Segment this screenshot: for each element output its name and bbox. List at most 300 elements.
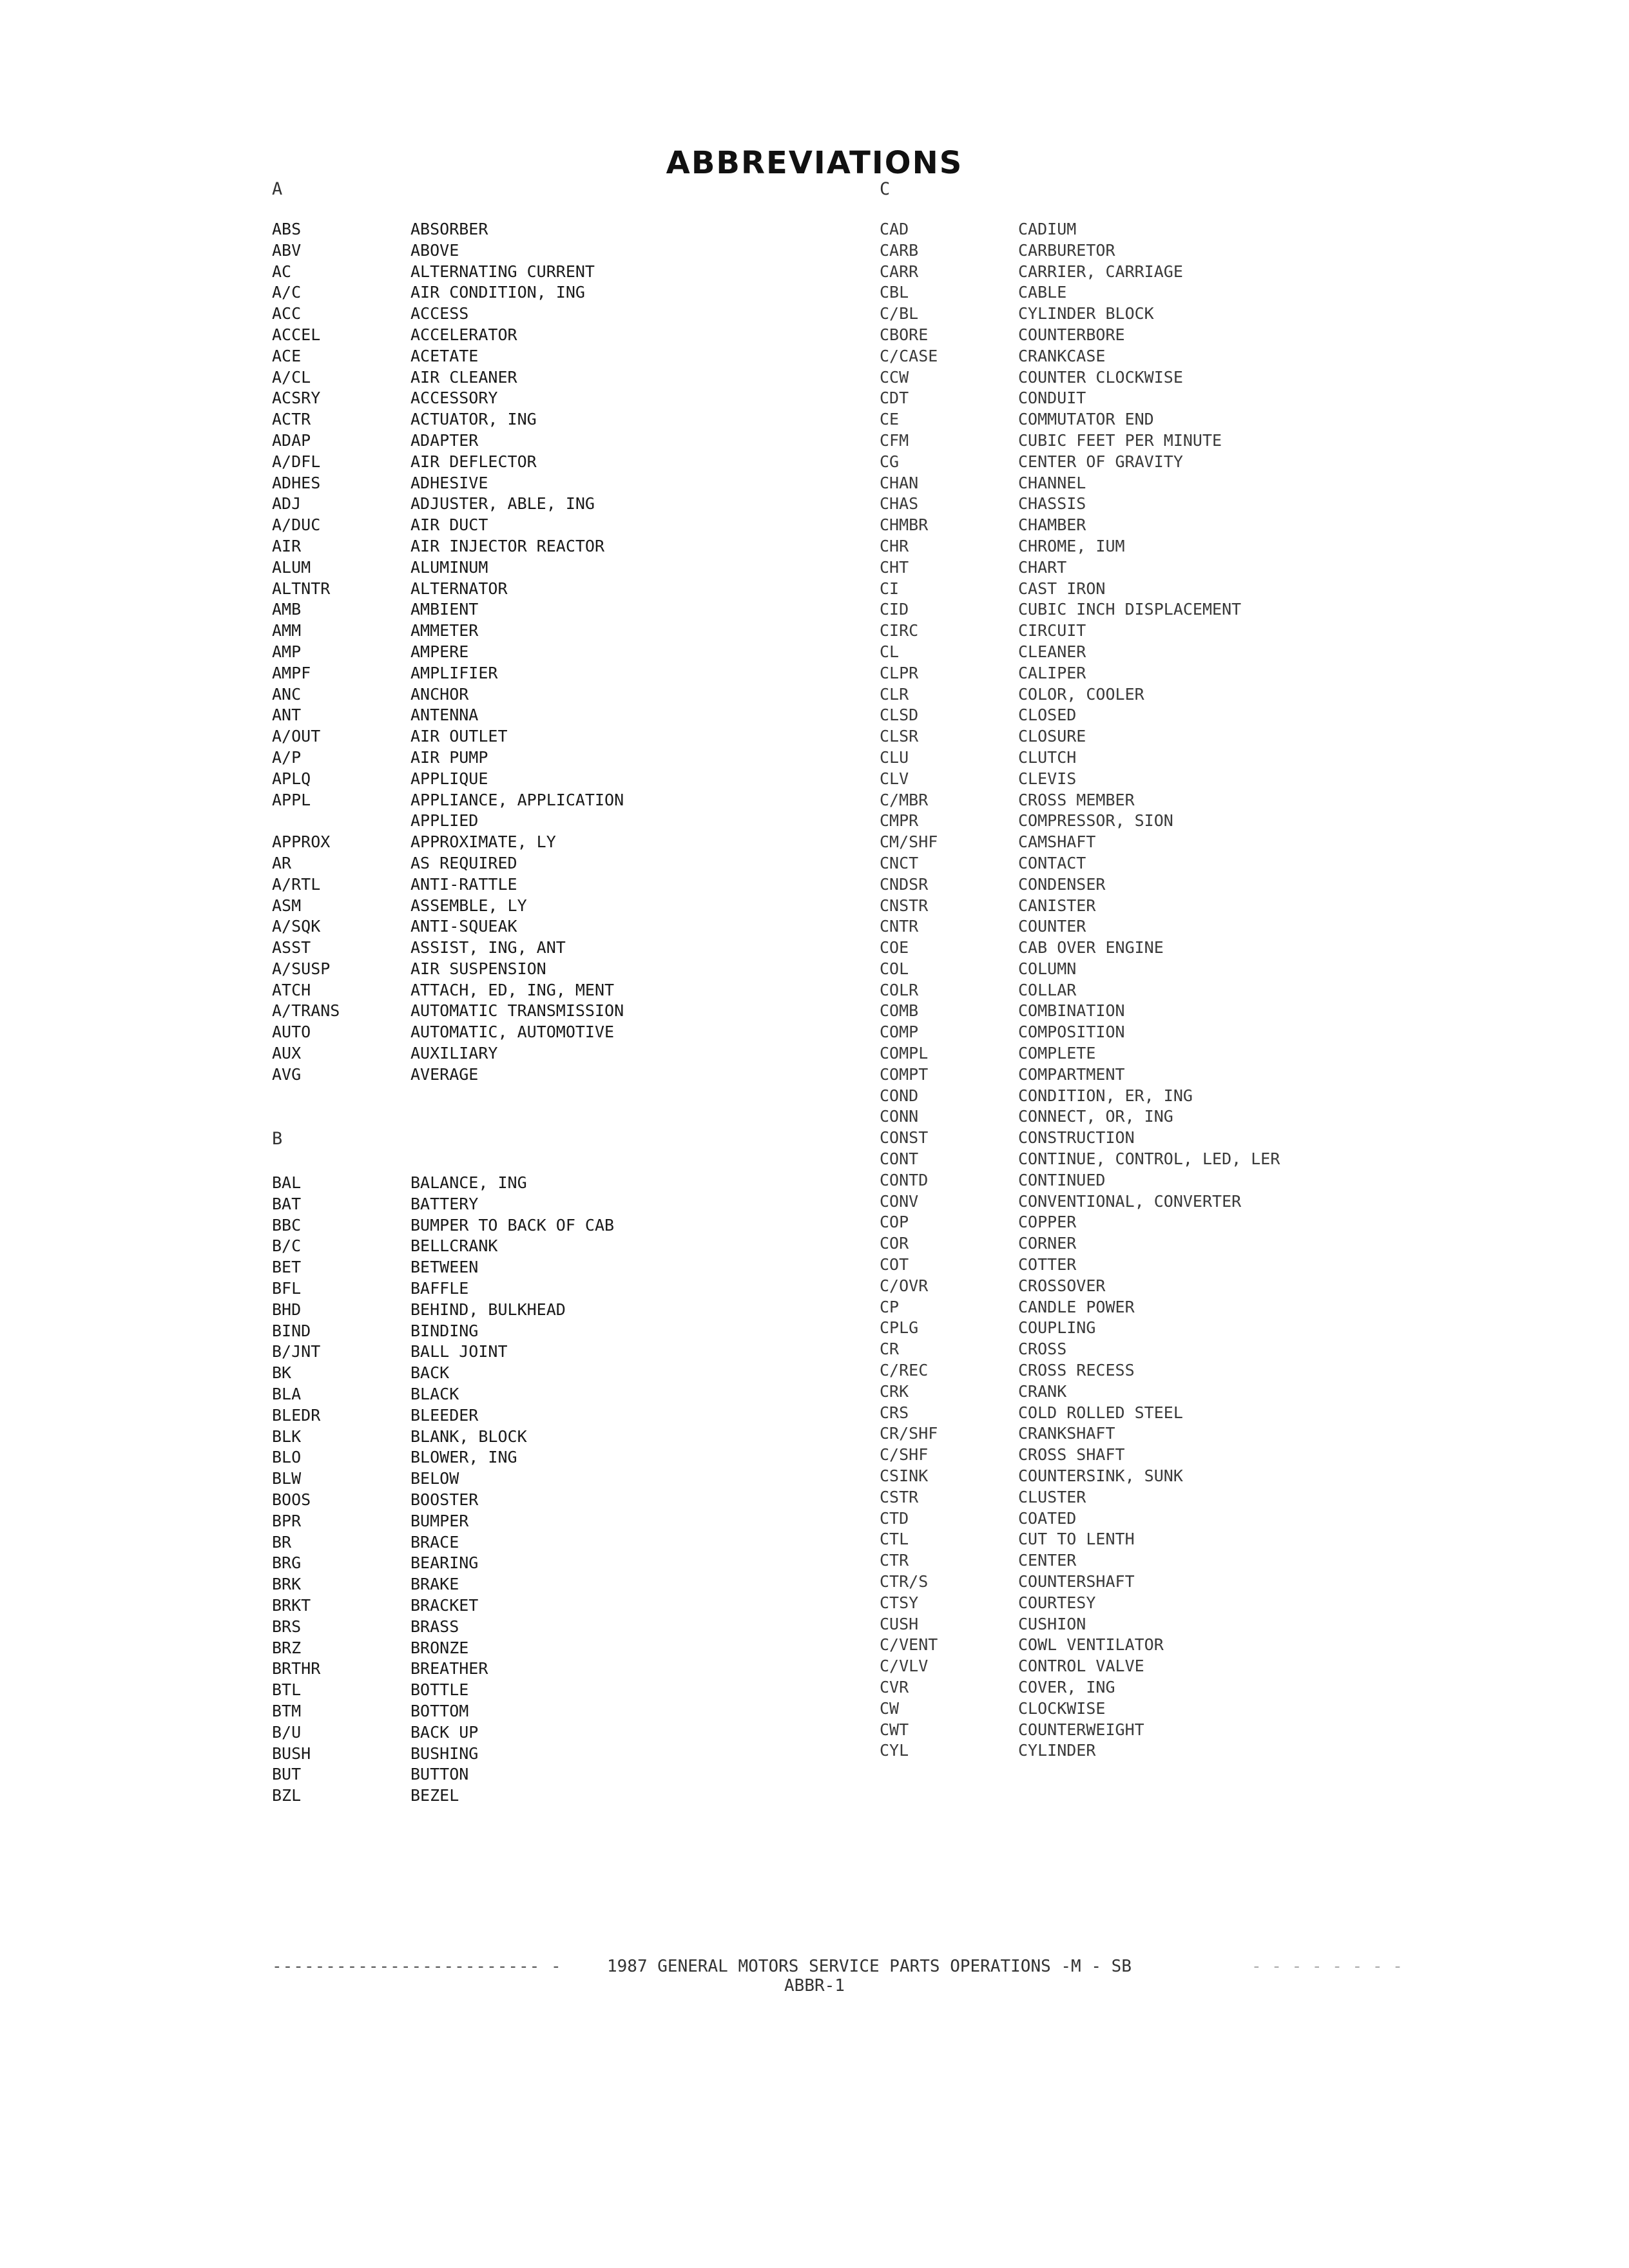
definition: CAB OVER ENGINE [1018, 938, 1164, 957]
definition: CROSS RECESS [1018, 1361, 1135, 1380]
list-item [880, 684, 1588, 706]
definition: BACK [410, 1363, 450, 1383]
list-item [880, 346, 1588, 367]
definition: COUNTERSHAFT [1018, 1572, 1135, 1591]
definition: AMPLIFIER [410, 663, 498, 682]
definition: BOTTOM [410, 1701, 469, 1720]
abbreviation: ATCH [272, 980, 311, 999]
abbreviation: A/TRANS [272, 1001, 340, 1021]
list-item [880, 1614, 1588, 1635]
list-item [880, 853, 1588, 874]
abbreviation: CR [880, 1340, 900, 1359]
definition: COWL VENTILATOR [1018, 1635, 1164, 1655]
definition: CLOCKWISE [1018, 1698, 1106, 1718]
list-item [880, 959, 1588, 980]
abbreviation: CLV [880, 769, 909, 788]
list-item [272, 937, 852, 959]
list-item [880, 1191, 1588, 1213]
footer-dashes-right: - - - - - - - - [1251, 1957, 1403, 1976]
abbreviation: COMPT [880, 1064, 929, 1084]
list-item [880, 1022, 1588, 1043]
definition: CHASSIS [1018, 494, 1086, 514]
abbreviation: BBC [272, 1215, 302, 1235]
abbreviation: CW [880, 1698, 900, 1718]
abbreviation: AMB [272, 600, 302, 619]
abbreviation: ACE [272, 346, 302, 365]
list-item [272, 1490, 852, 1511]
list-item [272, 388, 852, 409]
list-item [272, 430, 852, 452]
abbreviation: COMB [880, 1001, 919, 1021]
list-item [272, 916, 852, 937]
abbreviation: A/OUT [272, 727, 321, 746]
definition: ALUMINUM [410, 557, 488, 577]
list-item [880, 494, 1588, 515]
list-item [880, 579, 1588, 600]
definition: CABLE [1018, 283, 1067, 302]
abbreviation: B/JNT [272, 1342, 321, 1361]
abbreviation: ASM [272, 896, 302, 915]
definition: CONTINUE, CONTROL, LED, LER [1018, 1149, 1280, 1169]
list-item [272, 1043, 852, 1064]
abbreviation: ADJ [272, 494, 302, 514]
abbreviation: CTD [880, 1508, 909, 1528]
abbreviation: ASST [272, 938, 311, 957]
abbreviation: CSTR [880, 1487, 919, 1506]
list-item [880, 916, 1588, 937]
list-item [880, 262, 1588, 283]
abbreviation: A/SQK [272, 917, 321, 936]
list-item [272, 980, 852, 1001]
definition: BOTTLE [410, 1680, 469, 1700]
list-item [880, 1106, 1588, 1128]
list-item [880, 874, 1588, 896]
definition: BRASS [410, 1617, 459, 1636]
definition: BOOSTER [410, 1490, 479, 1509]
definition: CONSTRUCTION [1018, 1128, 1135, 1148]
list-item [880, 1508, 1588, 1530]
list-item [880, 1445, 1588, 1466]
abbreviation: C/VLV [880, 1657, 929, 1676]
definition: BEARING [410, 1553, 479, 1573]
abbreviation: ANT [272, 706, 302, 725]
abbreviation: CNDSR [880, 874, 929, 894]
abbreviation: BRS [272, 1617, 302, 1636]
definition: BEZEL [410, 1786, 459, 1805]
footer-dashes-left: ------------------------- - [272, 1957, 562, 1976]
abbreviation: COE [880, 938, 909, 957]
list-item [880, 705, 1588, 726]
list-item [272, 1064, 852, 1086]
abbreviation: ADHES [272, 473, 321, 492]
abbreviation: BRKT [272, 1595, 311, 1615]
list-item [272, 1278, 852, 1300]
abbreviation: BRTHR [272, 1659, 321, 1678]
list-item [272, 325, 852, 346]
abbreviation: CMPR [880, 811, 919, 831]
abbreviation: COP [880, 1213, 909, 1232]
definition: CENTER OF GRAVITY [1018, 452, 1183, 471]
abbreviation: APPROX [272, 832, 331, 852]
abbreviation: BUSH [272, 1744, 311, 1763]
definition: AIR DEFLECTOR [410, 452, 537, 471]
definition: COATED [1018, 1508, 1077, 1528]
definition: COMPARTMENT [1018, 1064, 1125, 1084]
definition: BATTERY [410, 1194, 479, 1213]
definition: AIR CLEANER [410, 367, 517, 387]
list-item [272, 1574, 852, 1595]
abbreviation: C/MBR [880, 790, 929, 809]
definition: COUNTER [1018, 917, 1086, 936]
definition: ACTUATOR, ING [410, 410, 537, 429]
abbreviation: CONN [880, 1107, 919, 1126]
abbreviation: CNSTR [880, 896, 929, 915]
abbreviation: CLU [880, 747, 909, 767]
definition: BALL JOINT [410, 1342, 508, 1361]
list-item [880, 1360, 1588, 1381]
definition: COMBINATION [1018, 1001, 1125, 1021]
definition: CHAMBER [1018, 515, 1086, 535]
list-item [272, 1236, 852, 1257]
definition: BREATHER [410, 1659, 488, 1678]
list-item [272, 515, 852, 536]
abbreviation: CARB [880, 240, 919, 260]
abbreviation: CLSR [880, 727, 919, 746]
list-item [272, 1722, 852, 1744]
list-item [272, 494, 852, 515]
definition: BLACK [410, 1384, 459, 1403]
list-item [272, 1405, 852, 1427]
definition: COLUMN [1018, 959, 1077, 978]
page-title: ABBREVIATIONS [666, 145, 963, 181]
page-number: ABBR-1 [784, 1976, 845, 1995]
definition: APPLIED [410, 811, 479, 831]
list-item [272, 367, 852, 389]
abbreviation: CTR/S [880, 1572, 929, 1591]
definition: BELOW [410, 1469, 459, 1488]
definition: CLOSED [1018, 706, 1077, 725]
definition: ACCELERATOR [410, 325, 517, 344]
list-item [272, 557, 852, 579]
list-item [880, 1656, 1588, 1677]
definition: ALTERNATOR [410, 579, 508, 598]
definition: CAST IRON [1018, 579, 1106, 598]
definition: COLLAR [1018, 980, 1077, 999]
abbreviation: CBORE [880, 325, 929, 344]
abbreviation: BET [272, 1258, 302, 1277]
definition: CHROME, IUM [1018, 536, 1125, 555]
definition: AIR CONDITION, ING [410, 283, 585, 302]
abbreviation: CONT [880, 1149, 919, 1169]
abbreviation: CUSH [880, 1614, 919, 1633]
list-item [272, 452, 852, 473]
definition: COUNTERWEIGHT [1018, 1720, 1144, 1739]
list-item [272, 1785, 852, 1807]
list-item [880, 832, 1588, 853]
list-item [880, 325, 1588, 346]
list-item [272, 1173, 852, 1194]
list-item [880, 1698, 1588, 1720]
list-item [880, 430, 1588, 452]
definition: ASSIST, ING, ANT [410, 938, 566, 957]
list-item [880, 1297, 1588, 1318]
abbreviation: CWT [880, 1720, 909, 1739]
definition: COUNTER CLOCKWISE [1018, 367, 1183, 387]
list-item [272, 684, 852, 706]
definition: BLANK, BLOCK [410, 1427, 527, 1446]
list-item [880, 1423, 1588, 1445]
abbreviation: B/U [272, 1722, 302, 1742]
list-item [272, 832, 852, 853]
definition: CONTROL VALVE [1018, 1657, 1144, 1676]
list-item [880, 1635, 1588, 1656]
abbreviation: A/RTL [272, 874, 321, 894]
abbreviation: COND [880, 1086, 919, 1105]
definition: AMBIENT [410, 600, 479, 619]
abbreviation: CIRC [880, 621, 919, 640]
abbreviation: BLA [272, 1384, 302, 1403]
abbreviation: CL [880, 642, 900, 661]
section-letter-b: B [272, 1129, 283, 1149]
list-item [272, 1658, 852, 1680]
definition: BRACKET [410, 1595, 479, 1615]
definition: CUSHION [1018, 1614, 1086, 1633]
abbreviation: APPL [272, 790, 311, 809]
list-item [272, 769, 852, 790]
list-item [272, 1764, 852, 1785]
definition: ADHESIVE [410, 473, 488, 492]
abbreviation: BK [272, 1363, 292, 1383]
definition: CLUTCH [1018, 747, 1077, 767]
list-item [272, 620, 852, 642]
list-item [272, 1384, 852, 1405]
definition: CROSS MEMBER [1018, 790, 1135, 809]
abbreviation: BTL [272, 1680, 302, 1700]
abbreviation: COMP [880, 1023, 919, 1042]
abbreviation: CLR [880, 684, 909, 704]
abbreviation: COT [880, 1255, 909, 1274]
definition: CRANK [1018, 1381, 1067, 1401]
abbreviation: CHR [880, 536, 909, 555]
abbreviation: BLEDR [272, 1405, 321, 1425]
definition: ADJUSTER, ABLE, ING [410, 494, 595, 514]
definition: BAFFLE [410, 1278, 469, 1298]
definition: COURTESY [1018, 1593, 1096, 1612]
definition: CLEVIS [1018, 769, 1077, 788]
abbreviation: A/DUC [272, 515, 321, 535]
abbreviation: CTL [880, 1530, 909, 1549]
list-item [272, 409, 852, 430]
list-item [272, 1022, 852, 1043]
abbreviation: ANC [272, 684, 302, 704]
abbreviation: ACSRY [272, 389, 321, 408]
definition: CLOSURE [1018, 727, 1086, 746]
list-item [880, 303, 1588, 325]
definition: ACCESSORY [410, 389, 498, 408]
abbreviation: CM/SHF [880, 832, 938, 852]
definition: ANTI-RATTLE [410, 874, 517, 894]
section-letter-c: C [880, 179, 891, 199]
list-item [880, 1529, 1588, 1550]
abbreviation: CLSD [880, 706, 919, 725]
definition: AUTOMATIC, AUTOMOTIVE [410, 1023, 615, 1042]
list-item [272, 1638, 852, 1659]
list-item [272, 1680, 852, 1701]
list-item [880, 1254, 1588, 1276]
list-item [272, 1553, 852, 1574]
definition: AIR PUMP [410, 747, 488, 767]
list-item [272, 726, 852, 747]
abbreviation: AMPF [272, 663, 311, 682]
list-item [272, 282, 852, 303]
list-item [880, 1403, 1588, 1424]
abbreviation: BRG [272, 1553, 302, 1573]
list-item [880, 620, 1588, 642]
definition: AUTOMATIC TRANSMISSION [410, 1001, 624, 1021]
abbreviation: CRS [880, 1403, 909, 1422]
abbreviation: AVG [272, 1064, 302, 1084]
list-item [880, 896, 1588, 917]
list-item [272, 747, 852, 769]
abbreviation: BZL [272, 1786, 302, 1805]
list-item [880, 240, 1588, 262]
abbreviation: B/C [272, 1236, 302, 1256]
definition: CROSSOVER [1018, 1276, 1106, 1295]
list-item [880, 1339, 1588, 1360]
abbreviation: AR [272, 853, 292, 872]
abbreviation: AC [272, 262, 292, 281]
definition: CIRCUIT [1018, 621, 1086, 640]
definition: CLUSTER [1018, 1487, 1086, 1506]
definition: BUMPER TO BACK OF CAB [410, 1215, 615, 1235]
definition: AIR SUSPENSION [410, 959, 546, 978]
definition: BRAKE [410, 1575, 459, 1594]
abbreviation: CHT [880, 557, 909, 577]
abbreviation: CONV [880, 1191, 919, 1211]
definition: BETWEEN [410, 1258, 479, 1277]
abbreviation: CDT [880, 389, 909, 408]
list-item [880, 747, 1588, 769]
abbreviation: BLO [272, 1448, 302, 1467]
abbreviation-list-a [272, 219, 852, 1086]
abbreviation: BLK [272, 1427, 302, 1446]
definition: BRONZE [410, 1638, 469, 1657]
definition: CRANKCASE [1018, 346, 1106, 365]
definition: CUT TO LENTH [1018, 1530, 1135, 1549]
list-item [880, 409, 1588, 430]
list-item [880, 1128, 1588, 1149]
abbreviation: APLQ [272, 769, 311, 788]
list-item [880, 1720, 1588, 1741]
abbreviation: CCW [880, 367, 909, 387]
definition: CONNECT, OR, ING [1018, 1107, 1173, 1126]
list-item [272, 959, 852, 980]
abbreviation: CVR [880, 1677, 909, 1696]
list-item [272, 262, 852, 283]
list-item [272, 1744, 852, 1765]
list-item [272, 1321, 852, 1342]
definition: ABOVE [410, 240, 459, 260]
list-item [272, 1427, 852, 1448]
definition: CONVENTIONAL, CONVERTER [1018, 1191, 1242, 1211]
definition: AIR DUCT [410, 515, 488, 535]
definition: AVERAGE [410, 1064, 479, 1084]
list-item [880, 1318, 1588, 1339]
abbreviation: C/VENT [880, 1635, 938, 1655]
list-item [880, 536, 1588, 557]
list-item [880, 1487, 1588, 1508]
list-item [272, 705, 852, 726]
definition: CHANNEL [1018, 473, 1086, 492]
definition: COTTER [1018, 1255, 1077, 1274]
abbreviation: BR [272, 1532, 292, 1552]
abbreviation: BUT [272, 1765, 302, 1784]
abbreviation: CHAN [880, 473, 919, 492]
abbreviation: CLPR [880, 663, 919, 682]
definition: CONDITION, ER, ING [1018, 1086, 1193, 1105]
definition: CYLINDER [1018, 1741, 1096, 1760]
list-item [880, 557, 1588, 579]
list-item [880, 1001, 1588, 1022]
list-item [880, 1149, 1588, 1170]
abbreviation: BRZ [272, 1638, 302, 1657]
list-item [880, 642, 1588, 663]
definition: APPLIQUE [410, 769, 488, 788]
list-item [880, 1740, 1588, 1762]
list-item [272, 579, 852, 600]
definition: CARRIER, CARRIAGE [1018, 262, 1183, 281]
list-item [880, 1276, 1588, 1297]
definition: CROSS SHAFT [1018, 1445, 1125, 1465]
definition: ALTERNATING CURRENT [410, 262, 595, 281]
abbreviation: CONST [880, 1128, 929, 1148]
list-item [880, 1593, 1588, 1614]
abbreviation: A/DFL [272, 452, 321, 471]
definition: CHART [1018, 557, 1067, 577]
list-item [272, 1701, 852, 1722]
list-item [272, 1257, 852, 1278]
definition: CANISTER [1018, 896, 1096, 915]
abbreviation: COMPL [880, 1044, 929, 1063]
abbreviation: CTSY [880, 1593, 919, 1612]
abbreviation: CHMBR [880, 515, 929, 535]
definition: COLD ROLLED STEEL [1018, 1403, 1183, 1422]
definition: COMPOSITION [1018, 1023, 1125, 1042]
definition: COUNTERSINK, SUNK [1018, 1466, 1183, 1486]
definition: ASSEMBLE, LY [410, 896, 527, 915]
definition: CONTINUED [1018, 1170, 1106, 1189]
abbreviation: CHAS [880, 494, 919, 514]
abbreviation: CR/SHF [880, 1424, 938, 1443]
list-item [272, 896, 852, 917]
abbreviation: C/REC [880, 1361, 929, 1380]
definition: CONTACT [1018, 853, 1086, 872]
abbreviation: COR [880, 1234, 909, 1253]
abbreviation: CG [880, 452, 900, 471]
list-item [880, 1381, 1588, 1403]
abbreviation: BTM [272, 1701, 302, 1720]
definition: CENTER [1018, 1551, 1077, 1570]
definition: CLEANER [1018, 642, 1086, 661]
abbreviation: CARR [880, 262, 919, 281]
abbreviation: C/BL [880, 304, 919, 323]
definition: BUMPER [410, 1511, 469, 1530]
abbreviation: CP [880, 1297, 900, 1316]
definition: ANTENNA [410, 706, 479, 725]
definition: CUBIC INCH DISPLACEMENT [1018, 600, 1242, 619]
list-item [880, 599, 1588, 620]
abbreviation: CSINK [880, 1466, 929, 1486]
